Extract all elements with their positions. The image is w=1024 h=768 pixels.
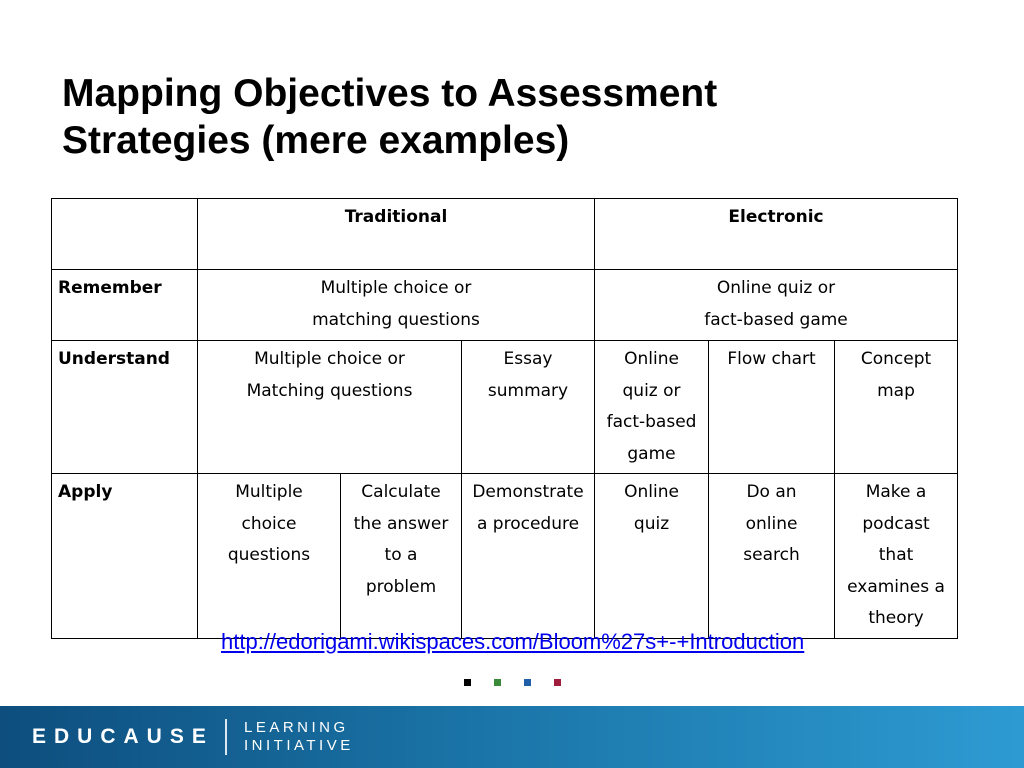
dot-icon (524, 679, 531, 686)
cell-remember-traditional (198, 270, 595, 341)
cell-remember-electronic (595, 270, 958, 341)
slide-title (62, 70, 942, 164)
header-electronic: Electronic (595, 199, 958, 270)
dot-icon (494, 679, 501, 686)
cell-text: the answer (353, 513, 449, 534)
initiative-line-1: LEARNING (244, 719, 349, 736)
slide-title-line-2: Strategies (mere examples) (62, 119, 570, 162)
cell-understand-trad-1 (198, 341, 462, 474)
educause-logo: EDUCAUSE (32, 725, 214, 748)
initiative-line-2: INITIATIVE (244, 737, 354, 754)
cell-text: online (745, 513, 798, 534)
cell-text: quiz or (622, 380, 681, 401)
cell-text: Online quiz or (716, 278, 836, 298)
cell-apply-elec-3 (835, 474, 958, 639)
cell-text: Online (624, 349, 679, 369)
cell-text: Make a (865, 482, 927, 502)
cell-text: summary (487, 380, 569, 401)
table-header-row (52, 199, 958, 270)
cell-text: Multiple choice or (320, 278, 472, 298)
cell-text: quiz (633, 513, 670, 534)
cell-apply-trad-1 (198, 474, 341, 639)
dot-icon (554, 679, 561, 686)
logo-divider (225, 719, 227, 755)
cell-text: search (743, 545, 800, 565)
cell-understand-trad-2 (462, 341, 595, 474)
cell-text: fact-based game (704, 309, 848, 330)
row-label-apply: Apply (52, 474, 198, 639)
cell-text: Flow chart (727, 349, 816, 369)
row-label-understand: Understand (52, 341, 198, 474)
dot-icon (464, 679, 471, 686)
header-traditional: Traditional (198, 199, 595, 270)
table-row-remember (52, 270, 958, 341)
table-row-apply (52, 474, 958, 639)
cell-text: problem (365, 576, 437, 597)
cell-text: Demonstrate (472, 482, 584, 502)
cell-text: choice (241, 513, 297, 534)
cell-apply-elec-1 (595, 474, 709, 639)
cell-text: examines a (847, 576, 945, 597)
cell-text: Online (624, 482, 679, 502)
cell-text: Concept (860, 349, 932, 369)
cell-text: a procedure (476, 513, 580, 534)
cell-text: to a (384, 545, 418, 565)
slide-title-line-1: Mapping Objectives to Assessment (62, 72, 718, 115)
cell-apply-trad-3 (462, 474, 595, 639)
cell-understand-elec-2 (709, 341, 835, 474)
cell-apply-elec-2 (709, 474, 835, 639)
cell-text: Calculate (361, 482, 441, 502)
cell-text: theory (868, 608, 924, 628)
cell-text: podcast (862, 513, 930, 534)
corner-cell (52, 199, 198, 270)
cell-text: Do an (746, 482, 797, 502)
cell-apply-trad-2 (341, 474, 462, 639)
assessment-table (51, 198, 958, 639)
cell-text: matching questions (312, 309, 480, 330)
cell-understand-elec-3 (835, 341, 958, 474)
cell-text: Essay (503, 349, 553, 369)
footer-bar (0, 706, 1024, 768)
cell-text: questions (227, 545, 311, 565)
cell-text: map (877, 380, 915, 401)
table-row-understand (52, 341, 958, 474)
source-link[interactable]: http://edorigami.wikispaces.com/Bloom%27s+-+Introduction (221, 629, 805, 654)
cell-understand-elec-1 (595, 341, 709, 474)
cell-text: fact-based (606, 412, 697, 432)
learning-initiative-logo (244, 719, 354, 755)
cell-text: game (627, 443, 676, 464)
cell-text: Matching questions (246, 380, 413, 401)
cell-text: Multiple choice or (254, 349, 405, 369)
row-label-remember: Remember (52, 270, 198, 341)
cell-text: that (878, 545, 914, 565)
cell-text: Multiple (235, 482, 303, 502)
